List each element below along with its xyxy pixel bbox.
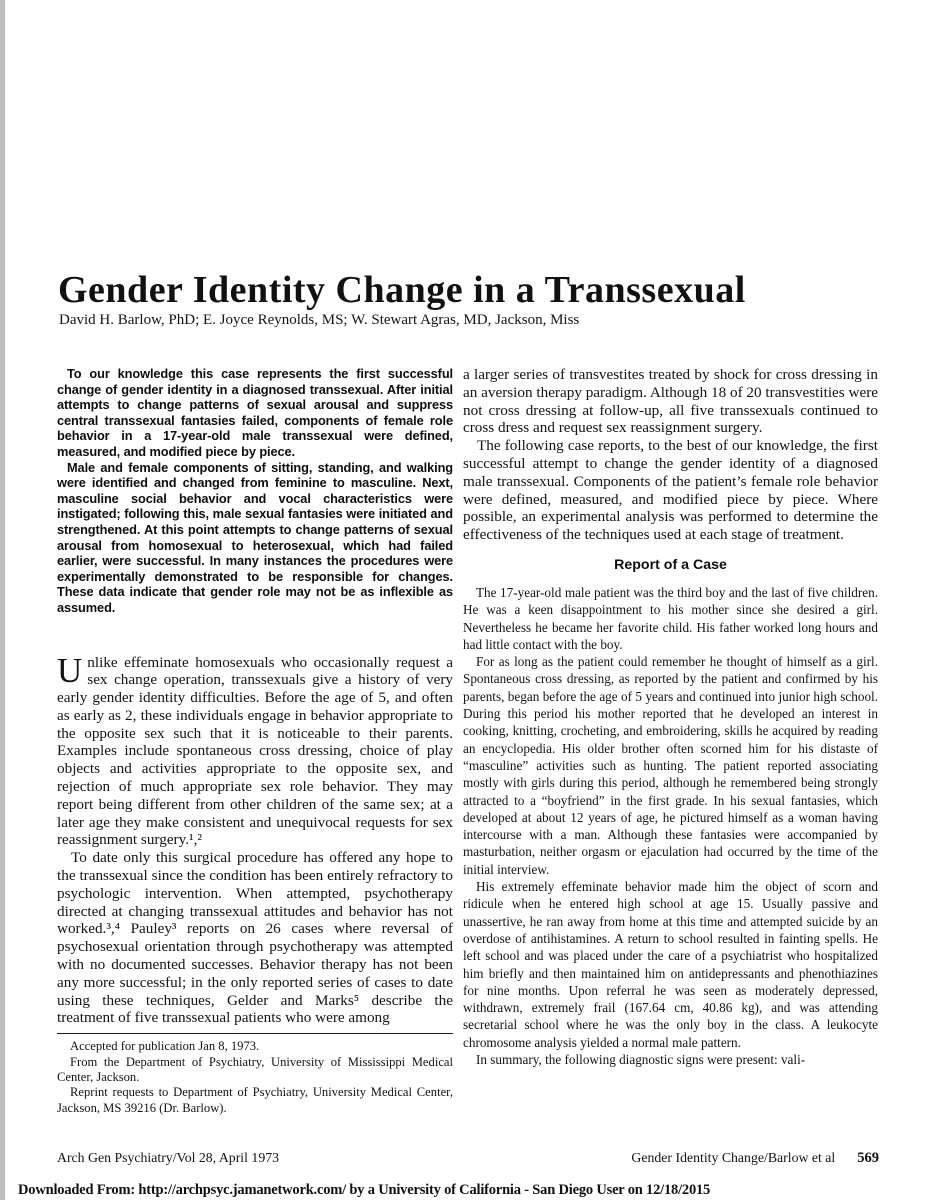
introduction-continued: [463, 366, 878, 544]
footnote-rule: [57, 1033, 453, 1034]
footnote-reprints: Reprint requests to Department of Psychiatry, University Medical Center, Jackson, MS 39216 (Dr. Barlow).: [57, 1085, 453, 1115]
footnote-accepted: Accepted for publication Jan 8, 1973.: [70, 1039, 260, 1054]
footer-journal: Arch Gen Psychiatry/Vol 28, April 1973: [57, 1150, 280, 1165]
case-report: [463, 584, 878, 1068]
scan-edge-strip: [0, 0, 5, 1200]
body-paragraph-1-text: nlike effeminate homosexuals who occasionally request a sex change operation, transsexuals give a history of very early gender identity difficulties. Before the age of 5, and often as early as 2, these individuals engage in behavior appropriate to the opposite sex such that it is noticeable to their parents. Examples include spontaneous cross dressing, choice of play objects and activities appropriate to the opposite sex, and rejection of much appropriate sex role behavior. They may report being different from other children of the same sex; at a later age they make consistent and unequivocal requests for sex reassignment surgery.¹,²: [57, 653, 453, 849]
page-title: Gender Identity Change in a Transsexual: [58, 269, 746, 312]
abstract-paragraph-1: To our knowledge this case represents the first successful change of gender identity in a diagnosed transsexual. After initial attempts to change patterns of sexual arousal and suppress central transsexual fantasies failed, components of female role behavior in a 17-year-old male transsexual were defined, measured, and modified piece by piece.: [57, 366, 453, 459]
section-heading-report-of-a-case: Report of a Case: [614, 556, 727, 573]
body-paragraph-1: [57, 650, 453, 850]
abstract: [57, 366, 453, 616]
page-footer: [57, 1150, 879, 1167]
footer-right: [631, 1150, 879, 1167]
footnotes: [57, 1033, 453, 1116]
body-paragraph-2: To date only this surgical procedure has offered any hope to the transsexual since the condition has been entirely refractory to psychologic intervention. When attempted, psychotherapy directed at changing transsexual attitudes and behavior has not worked.³,⁴ Pauley³ reports on 26 cases where reversal of psychosexual orientation through psychotherapy was attempted with no documented successes. Behavior therapy has not been any more successful; in the only reported series of cases to date using these techniques, Gelder and Marks⁵ describe the treatment of five transsexual patients who were among: [57, 849, 453, 1027]
abstract-paragraph-2: Male and female components of sitting, standing, and walking were identified and changed from feminine to masculine. Next, masculine social behavior and vocal characteristics were instigated; following this, male sexual fantasies were initiated and strengthened. At this point attempts to change patterns of sexual arousal from homosexual to heterosexual, which had failed earlier, were successful. In many instances the procedures were experimentally demonstrated to be responsible for changes. These data indicate that gender role may not be as inflexible as assumed.: [57, 459, 453, 615]
authors-line: David H. Barlow, PhD; E. Joyce Reynolds, MS; W. Stewart Agras, MD, Jackson, Miss: [59, 312, 580, 328]
case-paragraph-2: For as long as the patient could remember he thought of himself as a girl. Spontaneous cross dressing, as reported by the patient and confirmed by his parents, began before the age of 5 years and continued into junior high school. During this period his mother reported that he developed an interest in cooking, knitting, crocheting, and embroidering, skills he acquired by reading an encyclopedia. His older brother often scorned him for his distaste of “masculine” activities such as hunting. The patient reported associating mostly with girls during this period, although he remembered being strongly attracted to a “boyfriend” in the first grade. In his sexual fantasies, which developed at about 12 years of age, he pictured himself as a woman having intercourse with a man. Although these fantasies were accompanied by masturbation, neither orgasm or ejaculation had occurred by the time of the initial interview.: [463, 654, 878, 877]
introduction: [57, 650, 453, 1028]
case-paragraph-1: The 17-year-old male patient was the third boy and the last of five children. He was a keen disappointment to his mother since she desired a girl. Nevertheless he became her favorite child. His father worked long hours and had little contact with the boy.: [463, 584, 878, 652]
right-column: [463, 366, 878, 1068]
footnote-affiliation: From the Department of Psychiatry, University of Mississippi Medical Center, Jackson.: [57, 1054, 453, 1085]
body-paragraph-4: The following case reports, to the best of our knowledge, the first successful attempt to change the gender identity of a diagnosed male transsexual. Components of the patient’s female role behavior were defined, measured, and modified piece by piece. Where possible, an experimental analysis was performed to determine the effectiveness of the techniques used at each stage of treatment.: [463, 437, 878, 544]
case-paragraph-4: In summary, the following diagnostic signs were present: vali-: [476, 1051, 806, 1067]
case-paragraph-3: His extremely effeminate behavior made him the object of scorn and ridicule when he entered high school at age 15. Usually passive and unassertive, he ran away from home at this time and attempted suicide by an overdose of antihistamines. A return to school resulted in fainting spells. He left school and was placed under the care of a psychiatrist who hospitalized him briefly and then maintained him on antidepressants and phenothiazines for nine months. Upon referral he was seen as moderately depressed, withdrawn, extremely frail (167.64 cm, 40.86 kg), and was attending secretarial school where he was the only boy in the class. A leukocyte chromosome analysis yielded a normal male pattern.: [463, 879, 878, 1050]
download-notice: Downloaded From: http://archpsyc.jamanetwork.com/ by a University of California - San Diego User on 12/18/2015: [18, 1182, 711, 1198]
footer-running-head: Gender Identity Change/Barlow et al: [631, 1150, 836, 1165]
drop-cap: U: [57, 650, 83, 690]
body-paragraph-3: a larger series of transvestites treated by shock for cross dressing in an aversion therapy paradigm. Although 18 of 20 transvestities were not cross dressing at follow-up, all five transsexuals continued to cross dress and request sex reassignment surgery.: [463, 366, 879, 437]
footer-page-number: 569: [857, 1150, 879, 1166]
left-column: [57, 366, 453, 1116]
